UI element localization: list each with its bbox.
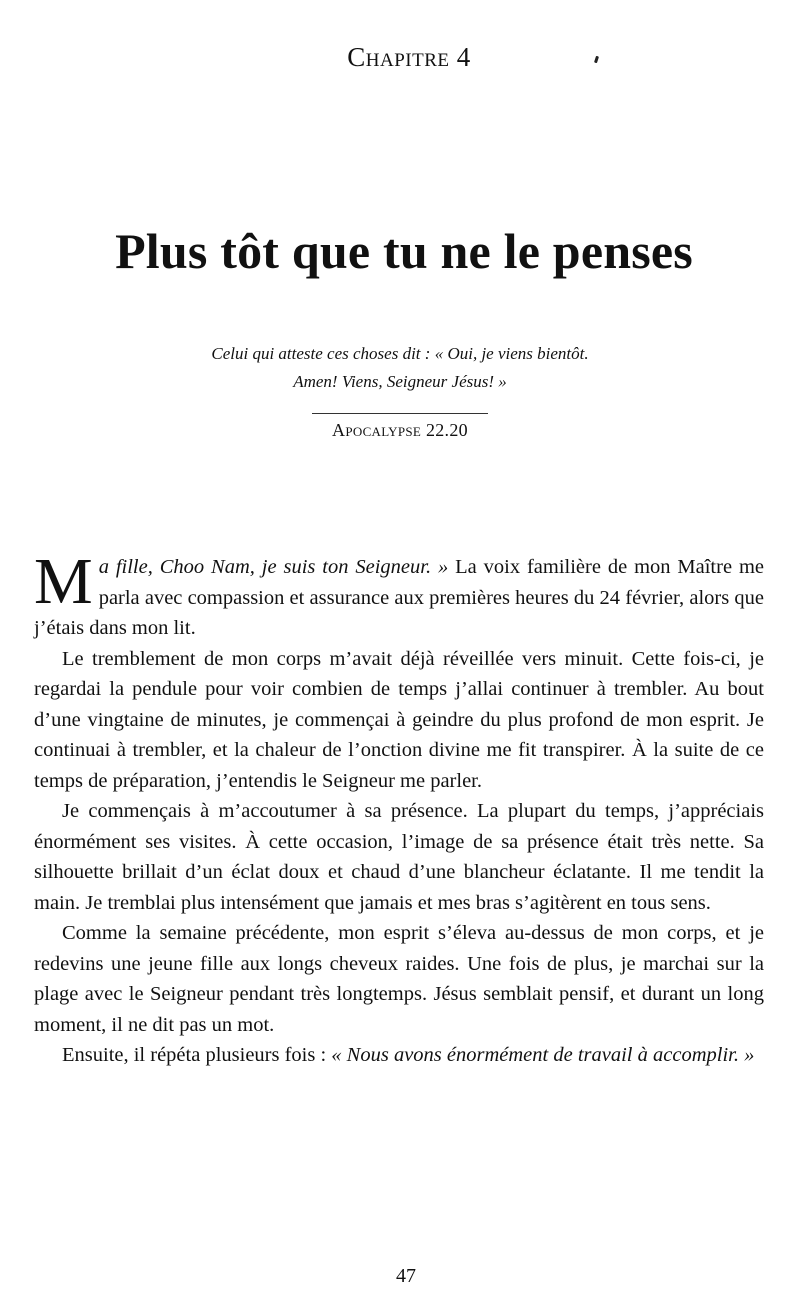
epigraph-line-2: Amen! Viens, Seigneur Jésus! » — [293, 372, 507, 391]
epigraph-rule — [312, 413, 488, 414]
paragraph-1-italic: a fille, Choo Nam, je suis ton Seigneur. » — [98, 556, 449, 578]
paragraph-4: Comme la semaine précédente, mon esprit s’éleva au-dessus de mon corps, et je redevins une jeune fille aux longs cheveux raides. Une fois de plus, je marchai sur la plage avec le Seigneur pendant très longtemps. Jésus semblait pensif, et durant un long moment, il ne dit pas un mot. — [34, 922, 764, 1036]
paragraph-1 — [34, 545, 764, 644]
epigraph — [150, 340, 650, 396]
paragraph-3: Je commençais à m’accoutumer à sa présence. La plupart du temps, j’appréciais énormément ses visites. À cette occasion, l’image de sa présence était très nette. Sa silhouette brillait d’un éclat doux et chaud d’une blancheur éclatante. Il me tendit la main. Je tremblai plus intensément que jamais et mes bras s’agitèrent en tous sens. — [34, 800, 764, 914]
epigraph-line-1: Celui qui atteste ces choses dit : « Oui, je viens bientôt. — [211, 344, 589, 363]
epigraph-reference — [150, 420, 650, 441]
body-text — [34, 545, 764, 1071]
paragraph-5 — [34, 1040, 764, 1071]
paragraph-5-italic: « Nous avons énormément de travail à accomplir. » — [331, 1044, 755, 1066]
paragraph-2: Le tremblement de mon corps m’avait déjà réveillée vers minuit. Cette fois-ci, je regardai la pendule pour voir combien de temps j’allai continuer à trembler. Au bout d’une vingtaine de minutes, je commençai à geindre du plus profond de mon esprit. Je continuai à trembler, et la chaleur de l’onction divine me fit transpirer. À la suite de ce temps de préparation, j’entendis le Seigneur me parler. — [34, 647, 764, 792]
chapter-label: Chapitre 4 — [347, 42, 471, 72]
chapter-title: Plus tôt que tu ne le penses — [115, 223, 693, 279]
epigraph-reference-text: Apocalypse 22.20 — [332, 420, 468, 440]
paragraph-1-text: La voix familière de mon Maître me parla avec compassion et assurance aux premières heures du 24 février, alors que j’étais dans mon lit. — [34, 556, 764, 639]
page-number: 47 — [396, 1265, 416, 1287]
paragraph-5-text: Ensuite, il répéta plusieurs fois : — [62, 1044, 332, 1066]
drop-cap: M — [34, 545, 93, 618]
